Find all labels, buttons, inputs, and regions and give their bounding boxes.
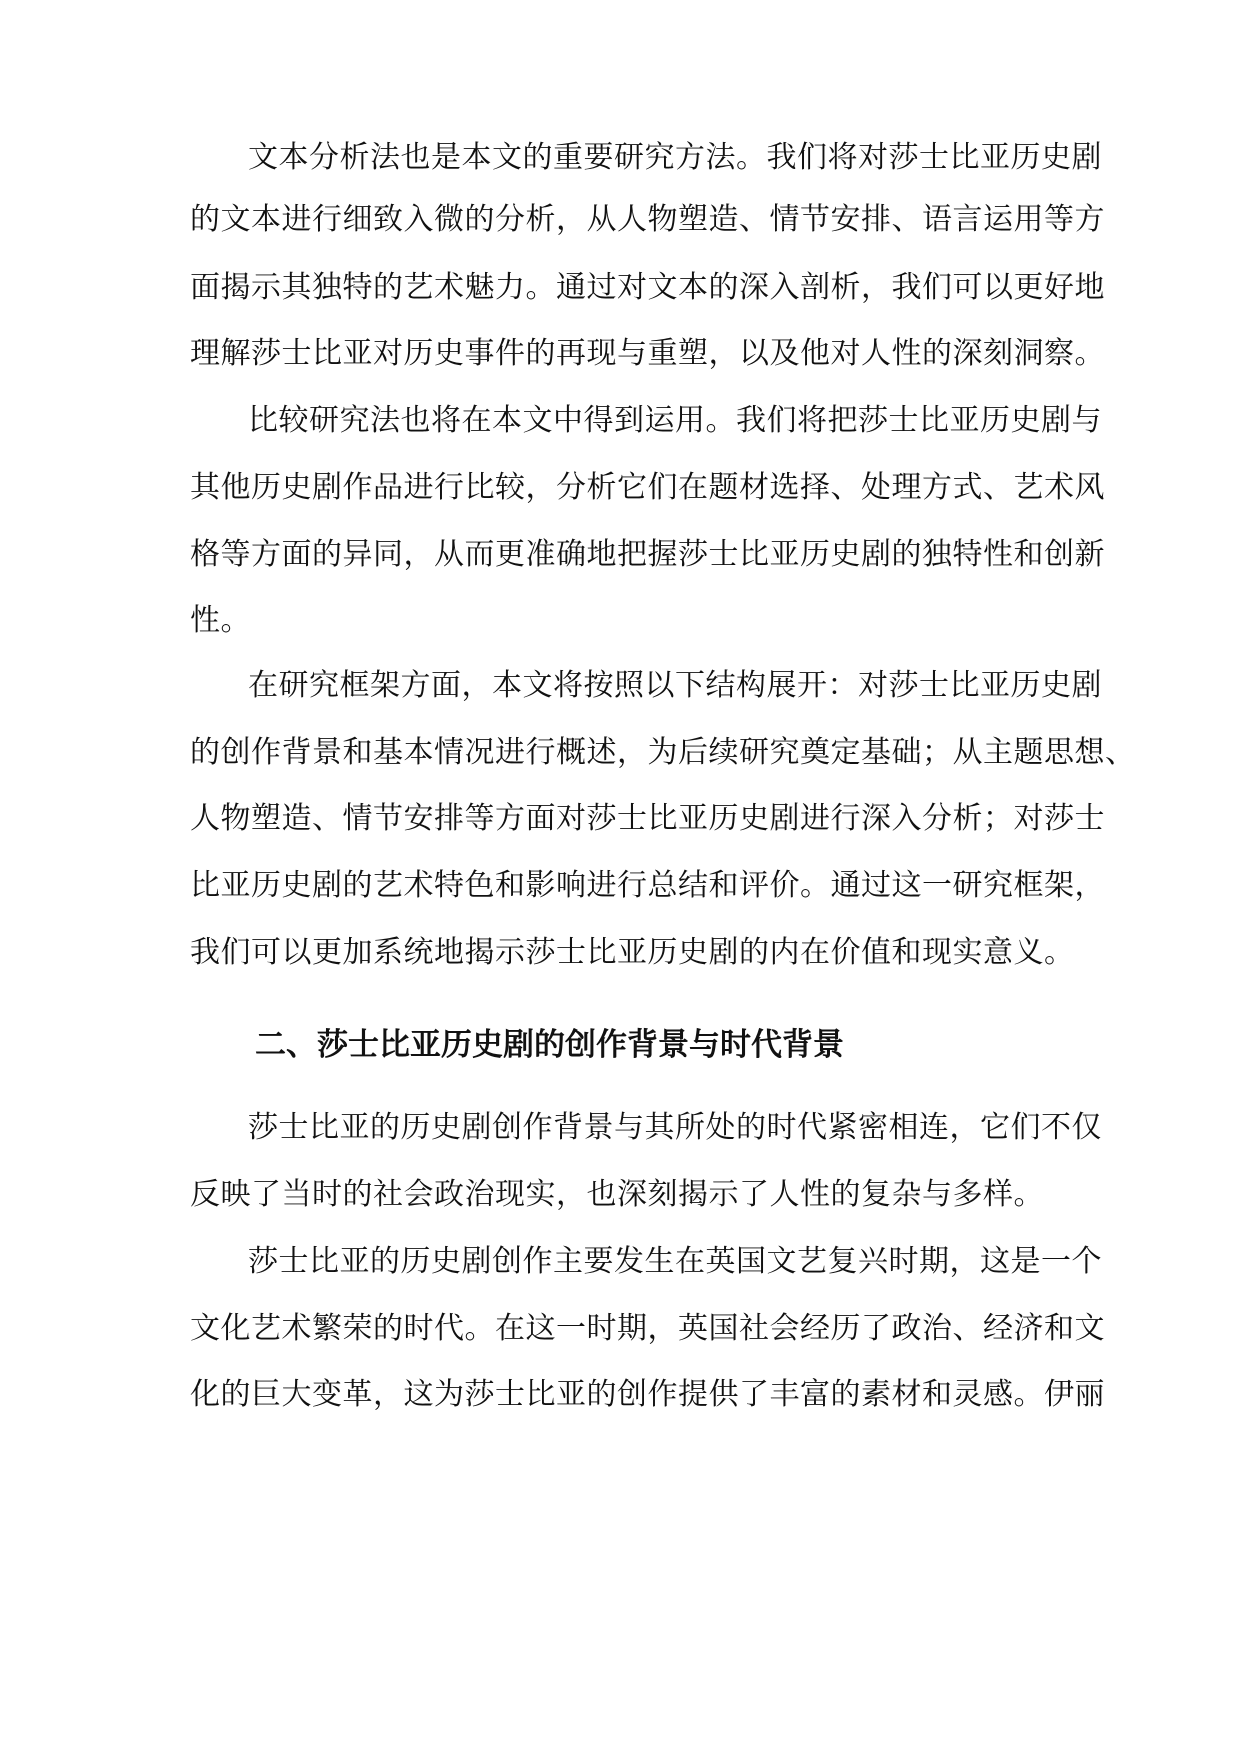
section-paragraph-1-line-2: 反映了当时的社会政治现实，也深刻揭示了人性的复杂与多样。 [190,1177,1044,1212]
section-paragraph-2-line-2: 文化艺术繁荣的时代。在这一时期，英国社会经历了政治、经济和文 [190,1311,1105,1346]
paragraph-1-line-2: 的文本进行细致入微的分析，从人物塑造、情节安排、语言运用等方 [190,202,1105,237]
section-paragraph-2-line-3: 化的巨大变革，这为莎士比亚的创作提供了丰富的素材和灵感。伊丽 [190,1377,1105,1412]
paragraph-3-line-4: 比亚历史剧的艺术特色和影响进行总结和评价。通过这一研究框架， [190,868,1105,903]
paragraph-1-line-3: 面揭示其独特的艺术魅力。通过对文本的深入剖析，我们可以更好地 [190,270,1105,305]
paragraph-3-line-5: 我们可以更加系统地揭示莎士比亚历史剧的内在价值和现实意义。 [190,935,1075,970]
paragraph-1-line-1: 文本分析法也是本文的重要研究方法。我们将对莎士比亚历史剧 [248,140,1102,175]
paragraph-2-line-3: 格等方面的异同，从而更准确地把握莎士比亚历史剧的独特性和创新 [190,537,1105,572]
section-paragraph-2-line-1: 莎士比亚的历史剧创作主要发生在英国文艺复兴时期，这是一个 [248,1244,1102,1279]
section-heading: 二、莎士比亚历史剧的创作背景与时代背景 [255,1027,844,1063]
paragraph-2-line-1: 比较研究法也将在本文中得到运用。我们将把莎士比亚历史剧与 [248,403,1102,438]
paragraph-3-line-3: 人物塑造、情节安排等方面对莎士比亚历史剧进行深入分析；对莎士 [190,801,1105,836]
paragraph-3-line-2: 的创作背景和基本情况进行概述，为后续研究奠定基础；从主题思想、 [190,735,1136,770]
paragraph-2-line-2: 其他历史剧作品进行比较，分析它们在题材选择、处理方式、艺术风 [190,470,1105,505]
paragraph-1-line-4: 理解莎士比亚对历史事件的再现与重塑，以及他对人性的深刻洞察。 [190,336,1105,371]
paragraph-3-line-1: 在研究框架方面，本文将按照以下结构展开：对莎士比亚历史剧 [248,668,1102,703]
paragraph-2-line-4: 性。 [190,603,251,638]
section-paragraph-1-line-1: 莎士比亚的历史剧创作背景与其所处的时代紧密相连，它们不仅 [248,1110,1102,1145]
